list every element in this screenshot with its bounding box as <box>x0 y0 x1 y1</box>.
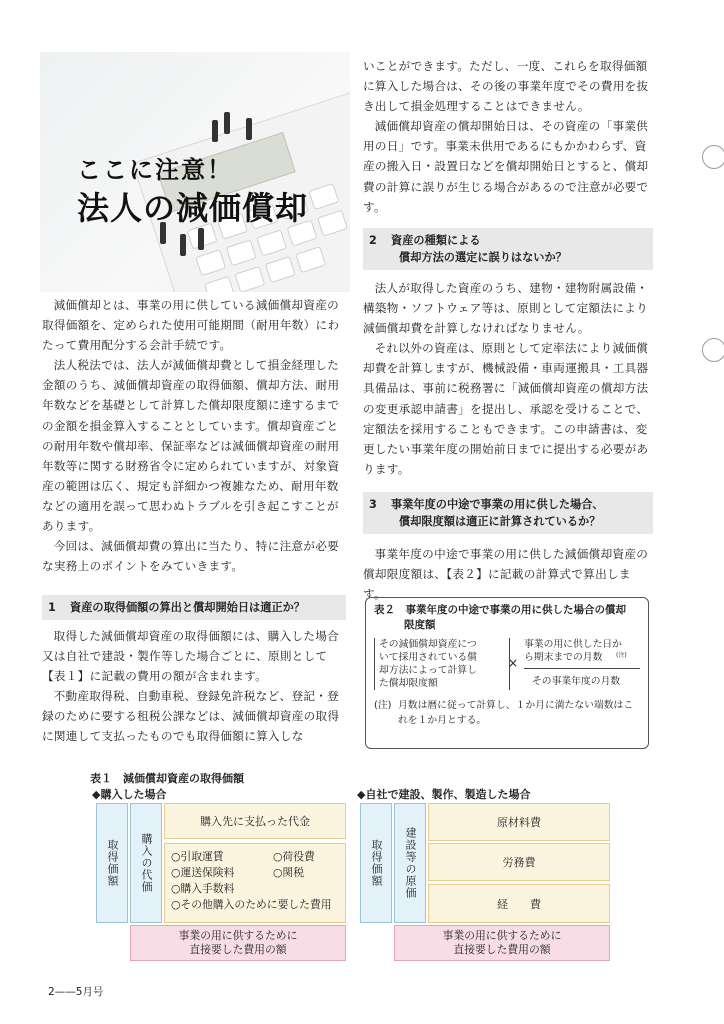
section-title: 資産の取得価額の算出と償却開始日は適正か？ <box>70 601 305 614</box>
formula-left: その減価償却資産につ いて採用されている償 却方法によって計算し た償却限度額 <box>374 638 510 690</box>
selfmade-acq-label <box>360 803 392 923</box>
purchase-acq-text: 取得価額 <box>106 839 119 887</box>
selfmade-item: 労務費 <box>502 856 536 869</box>
paragraph: 取得した減価償却資産の取得価額には、購入した場合又は自社で建設・製作等した場合ごとに、原則として【表１】に記載の費用の額が含まれます。 <box>42 629 340 684</box>
selfmade-item-box <box>428 803 610 841</box>
section1-heading <box>42 595 346 620</box>
table1-title: 表１ 減価償却資産の取得価額 <box>90 772 244 785</box>
section-title: 事業年度の中途で事業の用に供した場合、 <box>391 498 604 511</box>
section2-body <box>363 278 653 479</box>
purchase-item: ○購入手数料 <box>171 882 235 895</box>
selfmade-acq-text: 取得価額 <box>370 839 383 887</box>
miniature-figure <box>198 228 204 250</box>
paragraph: 今回は、減価償却費の算出に当たり、特に注意が必要な実務上のポイントをみていきます。 <box>42 539 340 574</box>
section-number: 1 <box>48 601 56 614</box>
calculator-key <box>265 256 296 283</box>
selfmade-item-box <box>428 843 610 881</box>
calculator-key <box>226 239 257 266</box>
numerator-note-mark: (注) <box>616 652 627 659</box>
selfmade-subtitle: ◆自社で建設、製作、製造した場合 <box>357 788 531 801</box>
purchase-direct-box <box>130 925 346 961</box>
page-footer <box>48 984 103 999</box>
purchase-price-label <box>130 803 162 923</box>
purchase-acq-label <box>96 803 128 923</box>
footer-dash: —— <box>54 986 76 998</box>
calculator-key <box>295 246 326 273</box>
purchase-item: ○運送保険料 <box>171 866 235 879</box>
issue-label: 5月号 <box>75 986 104 998</box>
selfmade-cost-label <box>394 803 426 923</box>
paragraph: 法人が取得した資産のうち、建物・建物附属設備・構築物・ソフトウェア等は、原則として定額法により減価償却費を計算しなければなりません。 <box>363 281 649 336</box>
paragraph: 法人税法では、法人が減価償却費として損金経理した金額のうち、減価償却資産の取得価額、償却方法、耐用年数などを基礎として計算した償却限度額に達するまでの金額を損金算入することとしています。償却資産ごとの耐用年数や償却率、保証率などは減価償却資産の耐用年数等に関する財務省令に定められていますが、対象資産の範囲は広く、規定も詳細かつ複雑なため、耐用年数などの適用を誤って思わぬトラブルを引き起こすことがあります。 <box>42 358 340 534</box>
title-line1: ここに注意！ <box>77 155 233 184</box>
table2-box <box>365 597 649 749</box>
purchase-item: ○引取運賃 <box>171 850 224 863</box>
calculator-key <box>195 249 226 276</box>
purchase-item: ○関税 <box>273 866 305 879</box>
section2-heading <box>363 228 653 270</box>
section-title-line2: 償却方法の選定に誤りはないか？ <box>399 251 567 264</box>
purchase-subtitle: ◆購入した場合 <box>92 788 167 801</box>
selfmade-cost-text: 建設等の原価 <box>404 827 417 899</box>
section3-body <box>363 544 653 604</box>
left-intro <box>42 295 345 576</box>
fraction-line <box>524 668 640 669</box>
table2-title-line1: 表２ 事業年度の中途で事業の用に供した場合の償却 <box>374 604 626 616</box>
multiply-sign: × <box>508 656 519 670</box>
purchase-items-box <box>164 843 346 923</box>
section3-heading <box>363 492 653 534</box>
paragraph: 事業年度の中途で事業の用に供した減価償却資産の償却限度額は、【表２】に記載の計算式で算出します。 <box>363 547 649 602</box>
note-label: (注) <box>374 700 392 711</box>
section-number: 2 <box>369 234 377 247</box>
calculator-key <box>234 266 265 292</box>
paragraph: 減価償却とは、事業の用に供している減価償却資産の取得価額を、定められた使用可能期間（耐用年数）にわたって費用配分する会計手続です。 <box>42 298 340 353</box>
section-title: 資産の種類による <box>391 234 481 247</box>
selfmade-item-box <box>428 884 610 923</box>
formula-numerator: 事業の用に供した日か ら期末までの月数 <box>524 639 622 663</box>
punch-hole <box>702 145 724 169</box>
purchase-paid-text: 購入先に支払った代金 <box>200 815 310 828</box>
paragraph: いことができます。ただし、一度、これらを取得価額に算入した場合は、その後の事業年度でその費用を抜き出して損金処理することはできません。 <box>363 59 649 114</box>
selfmade-item: 経 費 <box>497 897 541 911</box>
miniature-figure <box>212 120 218 142</box>
purchase-item: ○その他購入のために要した費用 <box>171 898 332 911</box>
purchase-direct-text: 事業の用に供するために 直接要した費用の額 <box>178 929 298 956</box>
section-number: 3 <box>369 498 377 511</box>
paragraph: 減価償却資産の償却開始日は、その資産の「事業供用の日」です。事業未供用であるにもかかわらず、資産の搬入日・設置日などを償却開始日とすると、償却費の計算に誤りが生じる場合があるので注意が必要です。 <box>363 119 649 214</box>
calculator-key <box>256 229 287 256</box>
selfmade-item: 原材料費 <box>497 816 541 829</box>
paragraph: 不動産取得税、自動車税、登録免許税など、登記・登録のために要する租税公課などは、減価償却資産の取得に関連して支払ったものでも取得価額に算入しな <box>42 689 340 744</box>
section-title-line2: 償却限度額は適正に計算されているか？ <box>399 515 601 528</box>
punch-hole <box>702 338 724 362</box>
miniature-figure <box>246 118 252 140</box>
miniature-figure <box>180 234 186 256</box>
purchase-price-text: 購入の代価 <box>140 833 153 893</box>
calculator-key <box>308 183 339 210</box>
title-line2: 法人の減価償却 <box>77 189 309 227</box>
selfmade-direct-box <box>394 925 610 961</box>
formula-denominator: その事業年度の月数 <box>532 676 621 687</box>
purchase-item: ○荷役費 <box>273 850 315 863</box>
miniature-figure <box>224 112 230 134</box>
purchase-paid-box <box>164 803 346 839</box>
calculator-key <box>317 210 348 237</box>
section1-body <box>42 626 345 747</box>
page-number: 2 <box>48 986 55 998</box>
calculator-key <box>204 276 235 292</box>
selfmade-direct-text: 事業の用に供するために 直接要した費用の額 <box>442 929 562 956</box>
right-intro <box>363 56 653 217</box>
table2-title-line2: 限度額 <box>404 619 436 631</box>
paragraph: それ以外の資産は、原則として定率法により減価償却費を計算しますが、機械設備・車両運搬具・工具器具備品は、事前に税務署に「減価償却資産の償却方法の変更承認申請書」を提出し、承認を受けることで、定額法を採用することもできます。この申請書は、変更したい事業年度の開始前日までに提出する必要があります。 <box>363 341 649 476</box>
note-text: 月数は暦に従って計算し、１か月に満たない端数はこれを１か月とする。 <box>398 700 634 726</box>
